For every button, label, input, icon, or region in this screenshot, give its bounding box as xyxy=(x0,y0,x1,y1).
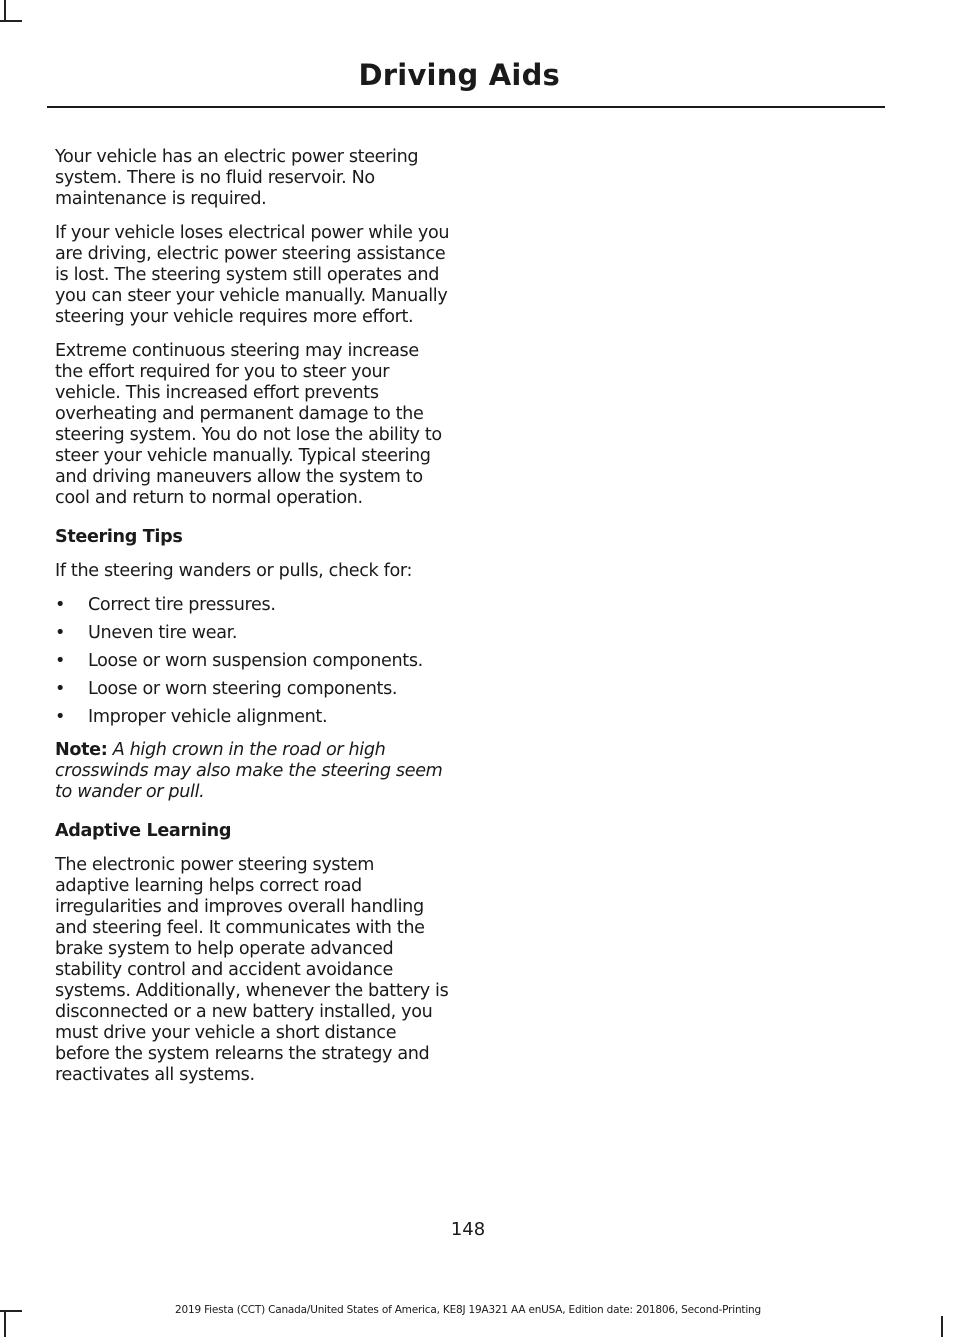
header-divider xyxy=(47,106,885,108)
crop-mark-top-left-vertical xyxy=(4,0,6,22)
note-text: A high crown in the road or high crosswinds may also make the steering seem to wander or pull. xyxy=(55,740,443,802)
continuous-steering-paragraph: Extreme continuous steering may increase the effort required for you to steer your vehicle. This increased effort prevents overheating and permanent damage to the steering system. You do not lose the ability to steer your vehicle manually. Typical steering and driving maneuvers allow the system to cool and return to normal operation. xyxy=(55,341,442,508)
list-item: • Uneven tire wear. xyxy=(55,623,238,643)
bullet-icon: • xyxy=(55,707,66,727)
intro-paragraph: Your vehicle has an electric power steering system. There is no fluid reservoir. No maintenance is required. xyxy=(55,147,419,209)
page-number: 148 xyxy=(450,1219,486,1240)
note-label: Note: xyxy=(55,740,108,760)
main-column xyxy=(55,147,451,1099)
crop-mark-bottom-right-vertical xyxy=(941,1316,943,1337)
footer-edition-info: 2019 Fiesta (CCT) Canada/United States of America, KE8J 19A321 AA enUSA, Edition date: 201806, Second-Printing xyxy=(175,1304,761,1316)
bullet-icon: • xyxy=(55,595,66,615)
adaptive-learning-heading: Adaptive Learning xyxy=(55,821,232,841)
note-paragraph xyxy=(55,740,451,803)
list-item: • Improper vehicle alignment. xyxy=(55,707,328,727)
crop-mark-top-left-horizontal xyxy=(0,20,22,22)
list-item: • Loose or worn suspension components. xyxy=(55,651,423,671)
adaptive-learning-paragraph: The electronic power steering system adaptive learning helps correct road irregularities and improves overall handling and steering feel. It communicates with the brake system to help operate advanced stability control and accident avoidance systems. Additionally, whenever the battery is disconnected or a new battery installed, you must drive your vehicle a short distance before the system relearns the strategy and reactivates all systems. xyxy=(55,855,449,1085)
steering-tips-intro: If the steering wanders or pulls, check for: xyxy=(55,561,413,581)
page-title: Driving Aids xyxy=(358,58,560,92)
steering-tips-list xyxy=(55,595,451,728)
steering-tips-heading: Steering Tips xyxy=(55,527,183,547)
bullet-icon: • xyxy=(55,679,66,699)
list-item: • Loose or worn steering components. xyxy=(55,679,398,699)
bullet-icon: • xyxy=(55,623,66,643)
list-item: • Correct tire pressures. xyxy=(55,595,276,615)
bullet-icon: • xyxy=(55,651,66,671)
power-loss-paragraph: If your vehicle loses electrical power while you are driving, electric power steering assistance is lost. The steering system still operates and you can steer your vehicle manually. Manually steering your vehicle requires more effort. xyxy=(55,223,450,327)
